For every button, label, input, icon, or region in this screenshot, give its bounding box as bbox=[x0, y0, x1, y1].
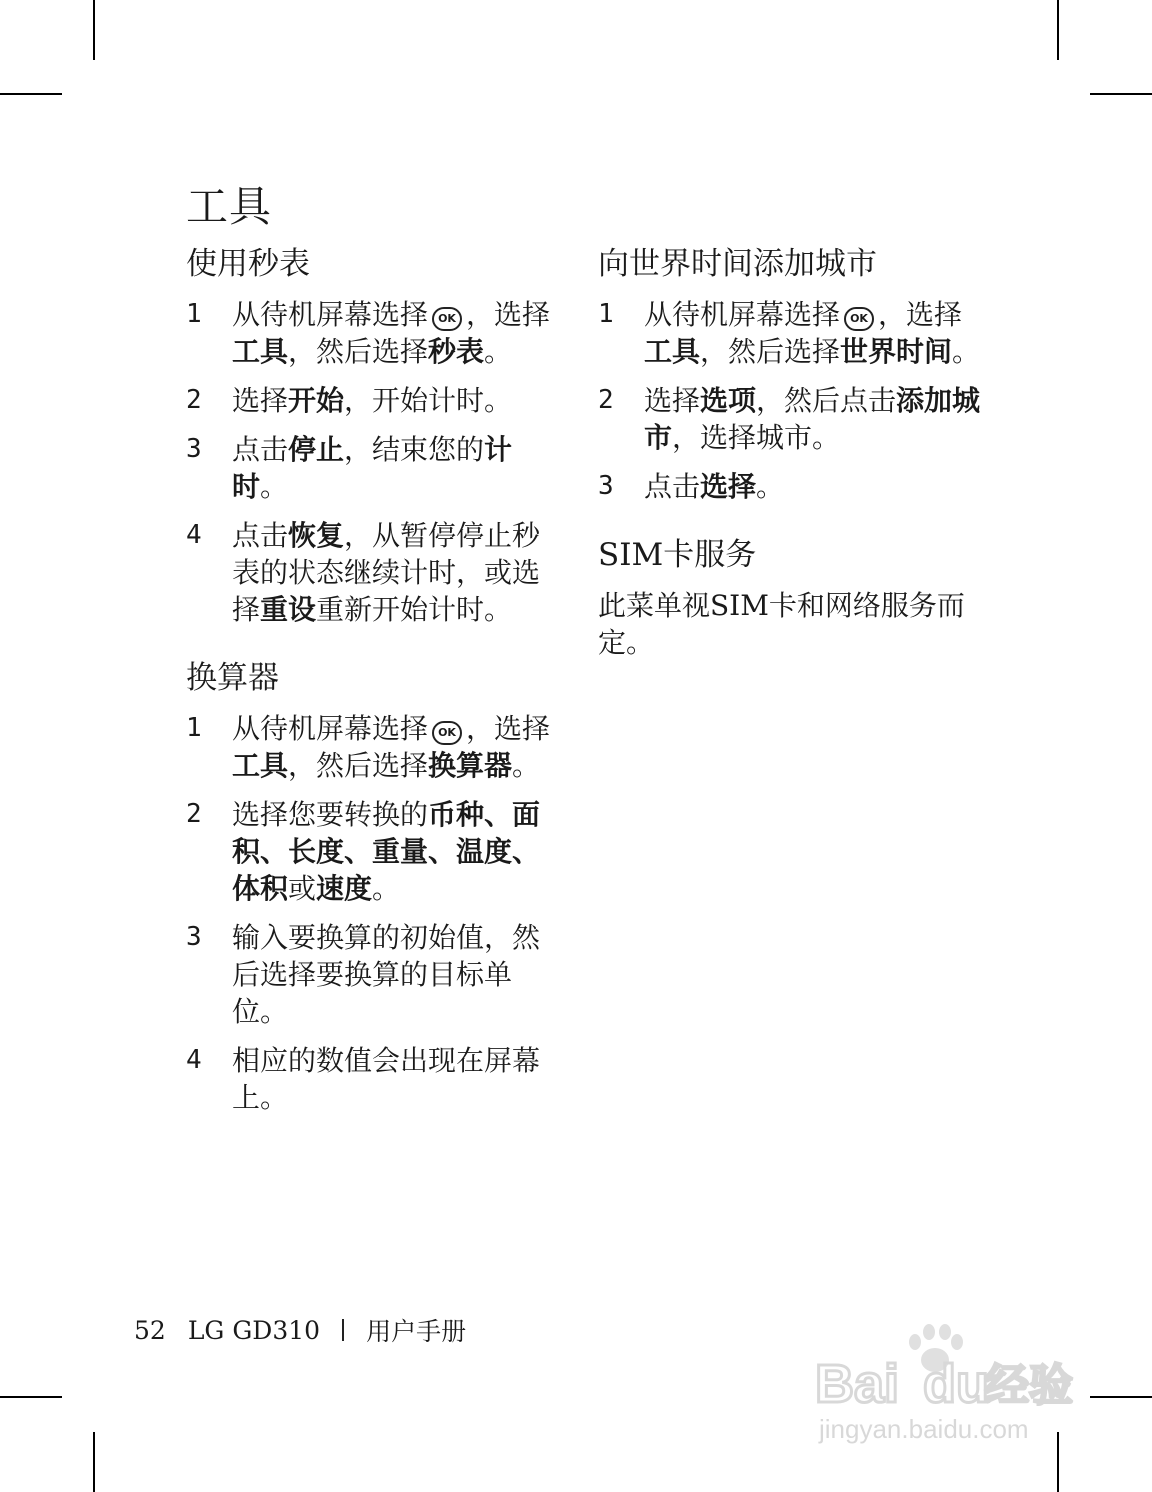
section-title-sim-services: SIM卡服务 bbox=[598, 537, 757, 573]
step-text: 从待机屏幕选择 OK ，选择工具，然后选择换算器。 bbox=[232, 712, 551, 782]
list-item bbox=[186, 796, 566, 907]
list-item bbox=[186, 431, 566, 505]
model-name: LG GD310 bbox=[187, 1315, 321, 1345]
step-number: 4 bbox=[186, 520, 202, 550]
section-title-stopwatch: 使用秒表 bbox=[186, 246, 310, 282]
crop-mark bbox=[1090, 1396, 1152, 1398]
step-text: 点击恢复，从暂停停止秒表的状态继续计时，或选择重设重新开始计时。 bbox=[232, 519, 541, 626]
stopwatch-steps bbox=[186, 296, 566, 628]
watermark-url: jingyan.baidu.com bbox=[819, 1414, 1029, 1444]
step-number: 3 bbox=[186, 922, 202, 952]
step-number: 1 bbox=[186, 713, 202, 743]
watermark-suffix: 经验 bbox=[985, 1360, 1073, 1411]
list-item bbox=[186, 382, 566, 419]
crop-mark bbox=[0, 93, 62, 95]
step-number: 1 bbox=[186, 299, 202, 329]
ok-key-icon: OK bbox=[844, 307, 874, 331]
crop-mark bbox=[93, 0, 95, 60]
converter-steps bbox=[186, 710, 566, 1116]
world-clock-steps bbox=[598, 296, 988, 505]
step-number: 2 bbox=[186, 799, 202, 829]
baidu-watermark-logo bbox=[815, 1320, 1085, 1450]
list-item bbox=[598, 382, 988, 456]
crop-mark bbox=[0, 1396, 62, 1398]
page-number: 52 bbox=[134, 1315, 166, 1345]
list-item bbox=[186, 1042, 566, 1116]
ok-key-icon: OK bbox=[432, 307, 462, 331]
crop-mark bbox=[1057, 0, 1059, 60]
crop-mark bbox=[93, 1432, 95, 1492]
step-number: 4 bbox=[186, 1045, 202, 1075]
step-text: 选择开始，开始计时。 bbox=[232, 384, 513, 417]
step-text: 从待机屏幕选择 OK ，选择工具，然后选择世界时间。 bbox=[644, 298, 981, 368]
watermark-brand-2: du bbox=[923, 1354, 989, 1414]
step-text: 相应的数值会出现在屏幕上。 bbox=[232, 1044, 541, 1114]
step-number: 3 bbox=[598, 471, 614, 501]
list-item bbox=[598, 468, 988, 505]
list-item bbox=[186, 919, 566, 1030]
step-number: 2 bbox=[186, 385, 202, 415]
crop-mark bbox=[1090, 93, 1152, 95]
step-number: 3 bbox=[186, 434, 202, 464]
page-title: 工具 bbox=[186, 182, 273, 231]
list-item bbox=[186, 517, 566, 628]
step-text: 点击选择。 bbox=[644, 470, 785, 503]
right-column bbox=[598, 244, 988, 661]
watermark-brand: Bai bbox=[815, 1354, 900, 1414]
step-number: 2 bbox=[598, 385, 614, 415]
list-item bbox=[186, 296, 566, 370]
step-text: 输入要换算的初始值，然后选择要换算的目标单位。 bbox=[232, 921, 541, 1028]
step-text: 选择您要转换的币种、面积、长度、重量、温度、体积或速度。 bbox=[232, 798, 541, 905]
step-text: 选择选项，然后点击添加城市，选择城市。 bbox=[644, 384, 981, 454]
list-item bbox=[598, 296, 988, 370]
manual-label: 用户手册 bbox=[366, 1317, 467, 1346]
section-title-world-clock: 向世界时间添加城市 bbox=[598, 246, 877, 282]
step-number: 1 bbox=[598, 299, 614, 329]
left-column bbox=[186, 244, 566, 1128]
ok-key-icon: OK bbox=[432, 721, 462, 745]
page-footer bbox=[134, 1312, 466, 1348]
list-item bbox=[186, 710, 566, 784]
footer-divider bbox=[342, 1319, 344, 1341]
section-title-converter: 换算器 bbox=[186, 660, 279, 696]
sim-services-text: 此菜单视SIM卡和网络服务而定。 bbox=[598, 589, 965, 659]
step-text: 点击停止，结束您的计时。 bbox=[232, 433, 513, 503]
step-text: 从待机屏幕选择 OK ，选择工具，然后选择秒表。 bbox=[232, 298, 551, 368]
